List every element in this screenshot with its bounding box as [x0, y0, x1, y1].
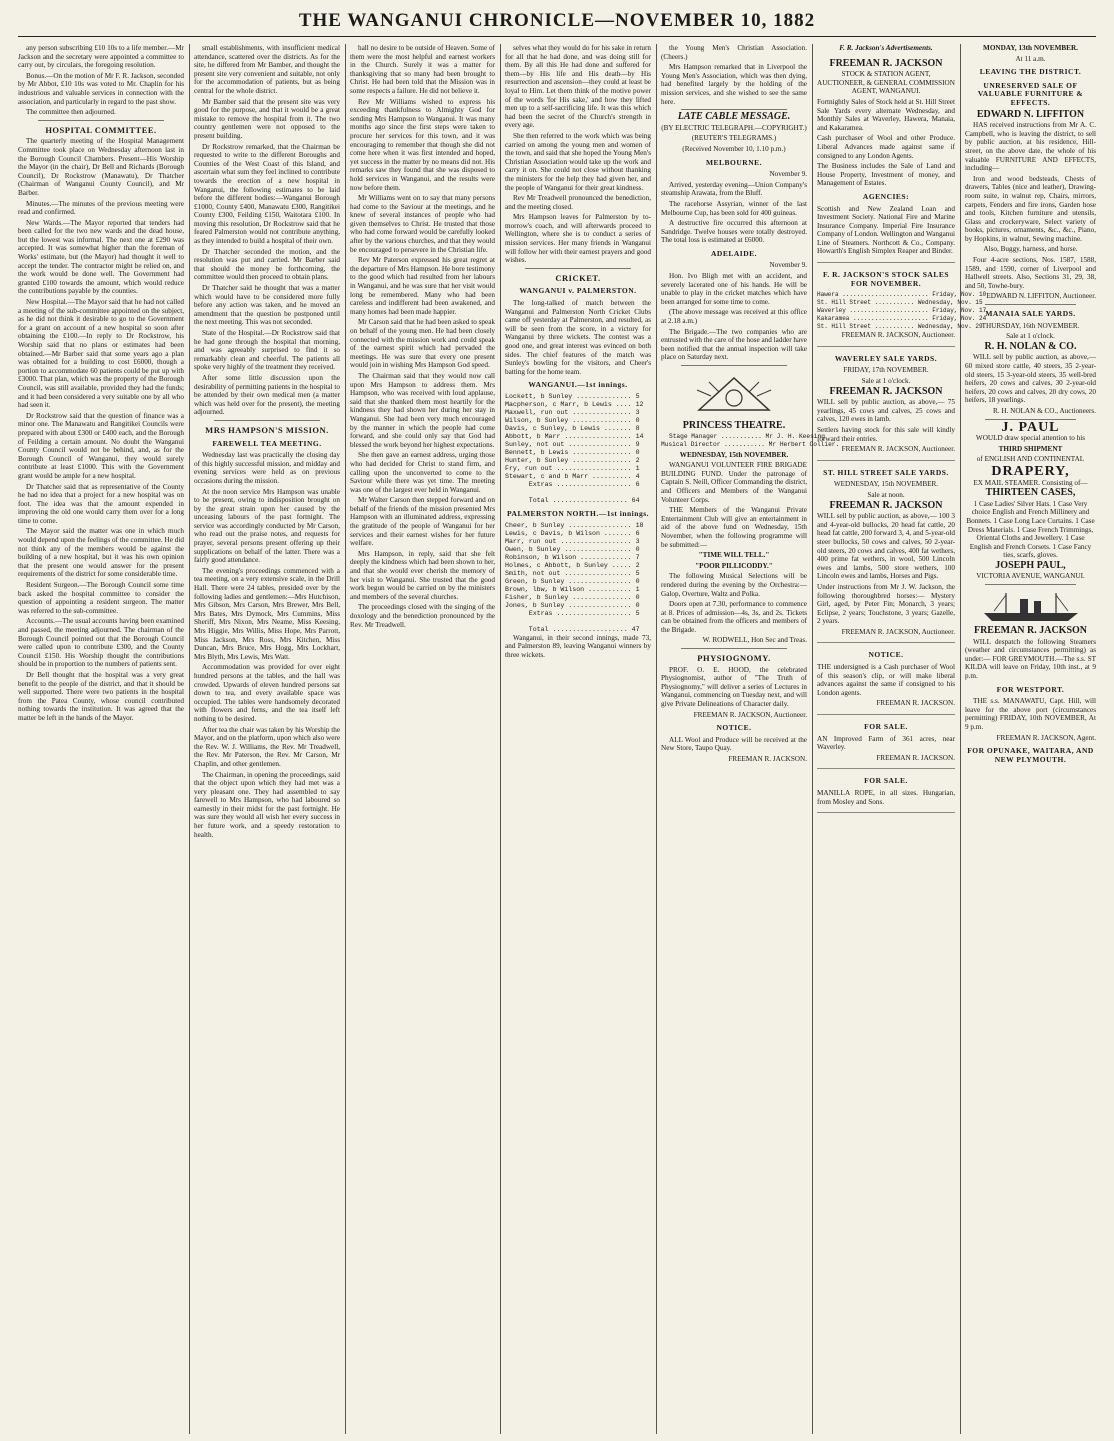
signature: FREEMAN R. JACKSON.: [876, 753, 955, 762]
article-paragraph: Dr Rockstrow remarked, that the Chairman be requested to write to the different Boroughs and Counties of the West Coast of this Island, and ascertain what sum they feel inclined to contribute towards the erection of a new hospital in Wanganui, the following estimates to be laid before the different bodies:—Wanganui Borough £1000, County £400, Manawatu £300, Rangitikei County £300, Feilding £150, Waitotara £100. In moving this resolution, Dr Rockstrow said that he feared Palmerston would not contribute anything, as they intended to build a hospital of their own.: [194, 142, 340, 246]
advert-heading: THIRTEEN CASES,: [985, 487, 1076, 499]
advert-text: THE undersigned is a Cash purchaser of Wool of this season's clip, or will make liberal advances against the same if consigned to his London agents.: [817, 663, 955, 697]
article-paragraph: Bonus.—On the motion of Mr F. R. Jackson, seconded by Mr Abbot, £10 10s was voted to Mr. Chaplin for his industrious and valuable services in connection with the association, and particularly in regard to the past show.: [18, 71, 184, 106]
article-paragraph: small establishments, with insufficient medical attendance, scattered over the districts. As for the site, he differed from Mr Bamber, and thought the present site very convenient and suitable, not only for the accommodation of patients, but as being central for the whole district.: [194, 44, 340, 95]
advert-text: AN Improved Farm of 361 acres, near Waverley.: [817, 734, 955, 752]
separator: [214, 420, 320, 421]
advert-heading: THIRD SHIPMENT: [998, 444, 1063, 453]
article-paragraph: ALL Wool and Produce will be received at the New Store, Taupo Quay.: [661, 735, 807, 753]
advert-heading: AGENCIES:: [862, 191, 910, 201]
article-paragraph: Dr Thatcher seconded the motion, and the resolution was put and carried. Mr Barber said that should the money be forthcoming, the committee would then proceed to obtain plans.: [194, 247, 340, 282]
advert-heading: WAVERLEY SALE YARDS.: [834, 353, 938, 363]
advert-waverley: [817, 347, 955, 461]
advertiser-name: FREEMAN R. JACKSON: [973, 625, 1088, 637]
subheadline-tea-meeting: FAREWELL TEA MEETING.: [212, 438, 322, 448]
signature: FREEMAN R. JACKSON, Auctioneer.: [693, 710, 807, 719]
steamship-icon: [976, 589, 1086, 623]
article-paragraph: Accounts.—The usual accounts having been examined and passed, the meeting adjourned. The chairman of the Borough Council pointed out that the Borough Council were called upon to contribute £300, and the County Council £150. His Worship thought the contributions should be in proportion to the numbers of patients sent.: [18, 617, 184, 669]
article-paragraph: The Mayor said the matter was one in which much would depend upon the feelings of the committee. He did not think any of the members would be against the building of a new hospital, but it was his own opinion that the present one would answer for the present requirements of the district for some considerable time.: [18, 527, 184, 579]
advert-subtitle: VICTORIA AVENUE, WANGANUI.: [976, 572, 1085, 581]
play-title: "TIME WILL TELL.": [698, 551, 770, 560]
scorecard-wanganui: Lockett, b Sunley .............. 5 Macpherson, c Marr, b Lewis .... 12 Maxwell, run out ............... 3 Wilson, b Sunley ............... 0 Davis, c Sunley, b Lewis ....... 8 Abbott, b Marr ................. 14 Sunley, not out ................ 9 Bennett, b Lewis ............... 0 Hunter, b Sunley ............... 2 Fry, run out ................... 1 Stewart, c and b Marr .......... 4 Extras ................... 6 Total ................... 64: [505, 392, 644, 504]
article-paragraph: The evening's proceedings commenced with a tea meeting, on a very extensive scale, in the Drill Hall. There were 24 tables, presided over by the following ladies and gentlemen:—Mrs Hutchison, Mrs Gibson, Mrs Carson, Mrs Brewer, Mrs Bell, Mrs Bates, Mrs Dymock, Mrs Cummins, Miss Sheriff, Mrs Nixon, Mrs Neame, Miss Keesing, Mrs Higgie, Mrs Willis, Miss Hope, Mrs Parrott, Miss Jackson, Mrs Ross, Mrs Kitchen, Miss Duncan, Mrs Bruce, Mrs Hogg, Mrs Lockhart, Mrs Blyth, Mrs Lewis, Mrs Watt.: [194, 566, 340, 661]
signature: FREEMAN R. JACKSON, Auctioneer.: [841, 445, 955, 454]
advert-for-sale: [817, 715, 955, 769]
article-paragraph: The following Musical Selections will be rendered during the evening by the Orchestra:—Galop, Overture, Waltz and Polka.: [661, 572, 807, 598]
separator: [681, 365, 787, 366]
article-paragraph: Dr Thatcher said he thought that was a matter which would have to be considered more fully before any action was taken, and he moved an amendment that the question be postponed until the next meeting. This was not seconded.: [194, 284, 340, 327]
signature: FREEMAN R. JACKSON, Auctioneer.: [841, 331, 955, 340]
headline-physiognomy: PHYSIOGNOMY.: [697, 653, 771, 664]
article-paragraph: Dr Rockstrow said that the question of finance was a minor one. The Manawatu and Rangitikei Councils were prepared with about £300 or £400 each, and the Borough of Feilding a certain amount. No doubt the Wanganui County Council would not be behind, and, as for the Borough Council of Wanganui, they would surely contribute at least £1000. This with the Government grant would be ample for a new hospital.: [18, 411, 184, 480]
column-divider: [345, 44, 346, 1434]
sale-date: FRIDAY, 17th NOVEMBER.: [843, 366, 929, 375]
signature: EDWARD N. LIFFITON, Auctioneer.: [986, 292, 1096, 301]
advert-text: WILL sell by public auction, as above,— 60 mixed store cattle, 40 steers, 35 2-year-old steers, 15 3-year-old steers, 35 well-bred heifers, 20 cows and calves, 30 2-year-old heifers, 20 cows and calves, 20 dry cows, 20 heifers, 18 yearlings.: [965, 353, 1096, 405]
article-paragraph: The Brigade.—The two companies who are entrusted with the care of the hose and ladder have been notified that the annual inspection will take place on Saturday next.: [661, 327, 807, 362]
advert-for-sale: [817, 769, 955, 813]
play-title: "POOR PILLICODDY.": [695, 561, 773, 570]
article-paragraph: The Chairman said that they would now call upon Mrs Hampson to address them. Mrs Hampson, who was received with loud applause, said that she thanked them most heartily for the kindness they had shown her during her stay in Wanganui. She had been very much encouraged by the manner in which the people had come forward, and she could only say that God had blessed the work beyond her highest expectations.: [350, 371, 495, 449]
advert-subtitle: STOCK & STATION AGENT, AUCTIONEER, & GENERAL COMMISSION AGENT, WANGANUI.: [817, 70, 955, 96]
advert-text: 1 Case Ladies' Silver Hats. 1 Case Very choice English and French Millinery and Bonnets. 1 Case Long Lace Curtains. 1 Case Dress Materials. 1 Case French Trimmings, Oriental Cloths and Jewellery. 1 Case English and French Corsets. 1 Case Fancy ties, scarfs, gloves.: [966, 499, 1095, 560]
advert-heading: FOR SALE.: [864, 776, 908, 786]
signature: FREEMAN R. JACKSON.: [728, 755, 807, 763]
column-divider: [812, 44, 813, 1434]
advert-text: WOULD draw special attention to his: [975, 434, 1086, 443]
dateline-date: November 9.: [769, 261, 807, 270]
signature: R. H. NOLAN & CO., Auctioneers.: [992, 406, 1096, 415]
article-paragraph: Dr Bell thought that the hospital was a very great benefit to the people of the district, and that it should be well supported. There were two patients in the hospital from the Patea County, whose council contributed nothing towards the institution. It was agreed that the matter be left in the hands of the Mayor.: [18, 670, 184, 722]
article-paragraph: Mr Bamber said that the present site was very good for the purpose, and that it would be a great mistake to remove the hospital from it. The two country gentlemen were not opposed to the present building.: [194, 97, 340, 140]
article-paragraph: Mrs Hampson remarked that in Liverpool the Young Men's Association, which was then dying, had benefited largely by the holding of the mission services, and she wished to see the same here.: [661, 63, 807, 106]
advert-text: THE s.s. MANAWATU, Capt. Hill, will leave for the above port (circumstances permitting) FRIDAY, 10th NOVEMBER, At 9 p.m.: [965, 697, 1096, 731]
advert-text: Cash purchaser of Wool and other Produce. Liberal Advances made against same if consigned to any London Agents.: [817, 134, 955, 160]
article-paragraph: The Chairman, in opening the proceedings, said that the object upon which they had met was a very pleasant one. They had assembled to say farewell to Mrs Hampson, who had laboured so earnestly in their midst for the past fortnight. He was sure they would all wish her every success in her future work, and a speedy restoration to health.: [194, 770, 340, 839]
article-paragraph: (The above message was received at this office at 2.18 a.m.): [661, 308, 807, 326]
signature: W. RODWELL, Hon Sec and Treas.: [702, 636, 807, 645]
article-paragraph: After some little discussion upon the desirability of permitting patients in the hospital to be attended by their own medical men (a matter which was held over for the present), the meeting adjourned.: [194, 373, 340, 417]
dateline-city: ADELAIDE.: [711, 248, 757, 258]
innings-heading: PALMERSTON NORTH.—1st innings.: [507, 508, 649, 518]
article-paragraph: Rev Mr Williams wished to express his exceeding thankfulness to Almighty God for sending Mrs Hampson to Wanganui. It was many months ago since the first steps were taken to procure her services for this town, and it was encouraging to remember that though she did not come here when it was first intended and hoped, yet success in the matter by no means did not. His remarks saw they found that she was disposed to hold services in Wanganui, and the results were now before them.: [350, 97, 495, 192]
advert-text: WILL sell by public auction, as above,— 75 yearlings, 45 cows and calves, 25 cows and calves, 120 ewes in lamb.: [817, 398, 955, 424]
headline-cable: LATE CABLE MESSAGE.: [677, 111, 791, 123]
separator: [525, 268, 631, 269]
advert-heading: MANAIA SALE YARDS.: [985, 309, 1076, 319]
byline: (Received November 10, 1.10 p.m.): [682, 144, 786, 153]
advert-heading: LEAVING THE DISTRICT.: [979, 67, 1082, 77]
article-paragraph: New Hospital.—The Mayor said that he had not called a meeting of the sub-committee appointed on the subject, as he did not think it desirable to go to the Government for a grant on account of a new hospital so soon after obtaining the £100.—In reply to Dr Rockstrow, his Worship said that no plans or estimates had been obtained.—Mr Barber said that some years ago a plan was obtained for a building to cost £6000, though a portion to accommodate 60 patients could be put up with £3000. That plan, which was the property of the Borough Council, was still available, provided they had the funds; and it had been considered a very suitable one by all who had seen it.: [18, 298, 184, 410]
article-paragraph: The committee then adjourned.: [26, 108, 116, 117]
column-divider: [500, 44, 501, 1434]
column-6: [817, 44, 987, 1434]
ads-header: F. R. Jackson's Advertisements.: [839, 44, 933, 52]
article-paragraph: The proceedings closed with the singing of the doxology and the benediction pronounced by the Rev. Mr Treadwell.: [350, 603, 495, 629]
article-paragraph: New Wards.—The Mayor reported that tenders had been called for the two new wards and the dead house, but the lowest was informal. The next one at £290 was accepted. It was somewhat higher than the foreman of Works' estimate, but (the Mayor) had thought it well to accept the tender. The contractor might be relied on, and the work would be done well. The Government had granted £100 towards the amount, which would reduce the contributions payable by the counties.: [18, 218, 184, 296]
advertiser-name: FREEMAN R. JACKSON: [829, 499, 943, 511]
event-date: WEDNESDAY, 15th NOVEMBER.: [679, 450, 789, 459]
headline-notice: NOTICE.: [716, 723, 752, 733]
advertiser-name: JOSEPH PAUL,: [995, 559, 1066, 571]
advert-text: EX MAIL STEAMER. Consisting of—: [973, 478, 1088, 487]
column-3: [350, 44, 495, 1434]
article-paragraph: Resident Surgeon.—The Borough Council some time back asked the hospital committee to consider the question of appointing a resident surgeon. The matter was referred to the sub-committee.: [18, 581, 184, 615]
masthead-rule: [18, 36, 1096, 37]
advert-heading: DRAPERY,: [991, 463, 1070, 479]
dateline-date: November 9.: [769, 170, 807, 179]
sale-date: WEDNESDAY, 15th NOVEMBER.: [833, 480, 939, 489]
advert-stock-sales: [817, 263, 987, 347]
column-7: [965, 44, 1096, 1434]
signature: FREEMAN R. JACKSON.: [876, 699, 955, 708]
headline-mission: MRS HAMPSON'S MISSION.: [205, 424, 329, 435]
article-paragraph: hall no desire to be outside of Heaven. Some of them were the most helpful and earnest workers in the Church. Surely it was a matter for thanksgiving that so many had been brought to Christ. He had been told that the Mission was in some respects a failure. He did not believe it.: [350, 44, 495, 95]
advert-jackson: [817, 55, 955, 263]
article-paragraph: Wednesday last was practically the closing day of this highly successful mission, and midday and evening services were held as on previous occasions during the mission.: [194, 451, 340, 485]
byline: (REUTER'S TELEGRAMS.): [691, 134, 777, 143]
column-divider: [960, 44, 961, 1434]
separator: [681, 648, 787, 649]
advert-heading: FOR WESTPORT.: [996, 684, 1065, 694]
article-paragraph: Mrs Hampson leaves for Palmerston by to-morrow's coach, and will afterwards proceed to Wellington, where she is to conduct a series of mission services. Her many friends in Wanganui will follow her with their earnest prayers and good wishes.: [505, 213, 651, 265]
sale-time: Sale at 1 o'clock.: [861, 377, 911, 386]
advert-text: Four 4-acre sections, Nos. 1587, 1588, 1589, and 1590, corner of Liverpool and Hallwell streets. Also, Sections 31, 29, 38, and 50, Towhe-bury.: [965, 256, 1096, 290]
separator: [38, 120, 164, 121]
headline-hospital-committee: HOSPITAL COMMITTEE.: [45, 124, 157, 135]
sale-date: MONDAY, 13th NOVEMBER.: [983, 44, 1078, 52]
article-paragraph: The quarterly meeting of the Hospital Management Committee took place on Wednesday afternoon last in the Borough Council Chambers. Present—His Worship the Mayor (in the chair), Dr Bell and Richards (Borough Council), Dr Rockstrow (Manawatu), Dr Thatcher (Chairman of Wanganui County Council), and Mr Barber.: [18, 137, 184, 197]
separator: [681, 109, 787, 110]
signature: FREEMAN R. JACKSON, Auctioneer.: [841, 627, 955, 636]
advert-text: Iron and wood bedsteads, Chests of drawers, Tables (nice and leather), Drawing-room suite, in walnut rep, Chairs, mirrors, carpets, Fenders and fire irons, Garden hose and tools, Kitchen furniture and utensils, Glass and crockeryware, Select variety of books, pictures, ornaments, &c., &c., Piano, by Hopkins, in walnut, Sewing machine.: [965, 174, 1096, 243]
signature: FREEMAN R. JACKSON, Agent.: [996, 733, 1096, 742]
column-divider: [189, 44, 190, 1434]
sales-schedule: Hawera ........................ Friday, Nov. 10 St. Hill Street ........... Wednesday, Nov. 15 Waverley ...................... Friday, Nov. 17 Kakaramea ..................... Friday, Nov. 24 St. Hill Street ........... Wednesday, Nov. 29: [817, 291, 987, 331]
separator: [985, 304, 1076, 305]
article-paragraph: The long-talked of match between the Wanganui and Palmerston North Cricket Clubs came off yesterday at Palmerston, and resulted, as will be seen from the score, in a victory for Wanganui by three wickets. The contest was a good one, and great interest was evinced on both sides. The chief features of the match was Sunley's bowling for the visitors, and Cheer's batting for the home team.: [505, 299, 651, 376]
advert-heading: UNRESERVED SALE OF VALUABLE FURNITURE & EFFECTS.: [977, 80, 1084, 107]
article-paragraph: After tea the chair was taken by his Worship the Mayor, and on the platform, upon which also were the Rev. W. J. Williams, the Rev. Mr Treadwell, the Rev. Mr Paterson, the Rev. Mr Carson, Mr Chaplin, and other gentlemen.: [194, 725, 341, 768]
advert-heading: FOR OPUNAKE, WAITARA, AND NEW PLYMOUTH.: [967, 746, 1094, 764]
sale-time: Sale at noon.: [867, 490, 905, 499]
advert-st-hill: [817, 461, 955, 644]
article-paragraph: Dr Thatcher said that as representative of the County he had no idea that a project for a new hospital was on foot. The idea was that the amount expended in improving the old one would carry them over for a long time to come.: [18, 482, 184, 525]
article-paragraph: State of the Hospital.—Dr Rockstrow said that he had gone through the hospital that morning, and was agreeably surprised to find it so remarkably clean and cheerful. The patients all spoke very highly of the treatment they received.: [194, 329, 340, 372]
advert-text: WILL despatch the following Steamers (weather and circumstances permitting) as under:— FOR GREYMOUTH.—The s.s. ST KILDA will leave on Friday, 10th inst., at 9 p.m.: [965, 637, 1096, 681]
advert-text: WILL sell by public auction, as above,— 100 3 and 4-year-old bullocks, 20 head fat cattle, 20 head fat cattle, 200 forward 3, 4, and 5-year-old steer bullocks, 50 cows and calves, 50 2-year-old steers, 20 cows and calves, 400 fat wethers, 400 prime fat wethers, in wool, 500 Lincoln ewes and lambs, 500 store wethers, 100 Lincoln ewes and lambs, Horses and Pigs.: [817, 512, 955, 581]
advert-text: Fortnightly Sales of Stock held at St. Hill Street Sale Yards every alternate Wednesday, and Monthly Sales at Waverley, Hawera, Manaia, and Kakaramea.: [817, 97, 955, 132]
sale-time: At 11 a.m.: [1015, 54, 1046, 63]
column-1: [18, 44, 184, 1434]
article-paragraph: any person subscribing £10 10s to a life member.—Mr Jackson and the secretary were appointed a committee to carry out, by circulars, the foregoing resolution.: [18, 44, 184, 70]
advert-text: Settlers having stock for this sale will kindly forward their entries.: [817, 426, 955, 443]
advert-text: Under instructions from Mr J. W. Jackson, the following thoroughbred horses:— Mystery Girl, aged, by Peter Fin; Monarch, 3 years; Eclipse, 2 years; Touchstone, 3 years; Gazelle, 2 years.: [817, 582, 955, 626]
article-paragraph: Doors open at 7.30, performance to commence at 8. Prices of admission—4s, 3s, and 2s. Tickets can be obtained from the officers and members of the Brigade.: [661, 600, 807, 634]
article-paragraph: Arrived, yesterday evening—Union Company's steamship Arawata, from the Bluff.: [661, 180, 807, 198]
advert-heading: NOTICE.: [868, 650, 904, 660]
column-2: [194, 44, 340, 1434]
article-paragraph: the Young Men's Christian Association. (Cheers.): [661, 44, 807, 61]
column-5: [661, 44, 840, 1434]
advert-text: Also, Buggy, harness, and horse.: [983, 245, 1078, 254]
article-paragraph: Accommodation was provided for over eight hundred persons at the tables, and the hall was crowded. Upwards of eleven hundred persons sat down to tea, and every available space was occupied. The tables were handsomely decorated with flowers and ferns, and the tea itself left nothing to be desired.: [194, 663, 340, 723]
sale-time: Sale at 1 o'clock.: [1006, 332, 1055, 341]
separator: [985, 584, 1076, 585]
article-paragraph: Hon. Ivo Bligh met with an accident, and severely lacerated one of his hands. He will be unable to play in the cricket matches which have been arranged for some time to come.: [661, 272, 807, 306]
article-paragraph: Rev Mr Paterson expressed his great regret at the departure of Mrs Hampson. He bore testimony to the good which had resulted from her labours in Wanganui, and he was sure that her visit would long be remembered. Many who had been careless and indifferent had been awakened, and many homes had been made happier.: [350, 256, 495, 316]
article-paragraph: Mr Walter Carson then stepped forward and on behalf of the friends of the mission presented Mrs Hampson with an illuminated address, expressing the gratitude of the people of Wanganui for her services and their earnest wishes for her future welfare.: [350, 496, 495, 548]
advert-heading: FOR SALE.: [864, 722, 908, 732]
theatre-credits: Stage Manager ........... Mr J. H. Keesing Musical Director ........... Mr Herbert Collier.: [661, 432, 840, 448]
advert-notice: [817, 643, 955, 715]
article-paragraph: WANGANUI VOLUNTEER FIRE BRIGADE BUILDING FUND. Under the patronage of Captain S. Neill, Officer Commanding the district, and Officers and Members of the Wanganui Volunteer Corps.: [661, 461, 807, 504]
column-4: [505, 44, 651, 1434]
advertiser-name: J. PAUL: [1001, 419, 1060, 435]
advert-heading: F. R. JACKSON'S STOCK SALES FOR NOVEMBER.: [822, 270, 950, 288]
article-paragraph: A destructive fire occurred this afternoon at Sandridge. Twelve houses were totally destroyed. The total loss is estimated at £6000.: [661, 219, 807, 245]
article-paragraph: Minutes.—The minutes of the previous meeting were read and confirmed.: [18, 199, 184, 217]
column-divider: [656, 44, 657, 1434]
advertiser-name: FREEMAN R. JACKSON: [829, 385, 943, 397]
article-paragraph: THE Members of the Wanganui Private Entertainment Club will give an entertainment in aid of the above fund on Wednesday, 15th November, when the following programme will be submitted:—: [661, 506, 807, 549]
theatre-crest-icon: [689, 370, 779, 418]
article-paragraph: Mr Carson said that he had been asked to speak on behalf of the young men. He had been closely connected with the mission work and could speak of the earnest spirit which had pervaded the meetings. He was sure that every one present would join in wishing Mrs Hampson God speed.: [350, 318, 495, 370]
byline: (BY ELECTRIC TELEGRAPH.—COPYRIGHT.): [661, 123, 807, 132]
article-paragraph: She then referred to the work which was being carried on among the young men and women of the town, and said that she hoped the Young Men's Christian Association would take up the work and carry it on. She could not close without thanking the ministers for the help they had given her, and the people of Wanganui for their great kindness.: [505, 131, 651, 192]
headline-theatre: PRINCESS THEATRE.: [682, 420, 786, 431]
article-paragraph: Mrs Hampson, in reply, said that she felt deeply the kindness which had been shown to her, and that she would ever cherish the memory of her visit to Wanganui. She trusted that the good work begun would be carried on by the ministers and members of the several churches.: [350, 549, 495, 601]
advert-text: MANILLA ROPE, in all sizes. Hungarian, from Mosley and Sons.: [817, 789, 955, 806]
article-paragraph: The racehorse Assyrian, winner of the last Melbourne Cup, has been sold for 400 guineas.: [661, 199, 807, 217]
headline-cricket: CRICKET.: [555, 272, 601, 283]
article-paragraph: She then gave an earnest address, urging those who had decided for Christ to stand firm, and calling upon the unconverted to come to the Saviour while there was yet time. The meeting was one of the largest ever held in Wanganui.: [350, 451, 495, 494]
article-paragraph: Mr Williams went on to say that many persons had come to the Saviour at the meetings, and he knew of several instances of people who had given themselves to Christ. He trusted that those who had come forward would be carefully looked after by the various churches, and that they would be encouraged to persevere in the Christian life.: [350, 194, 495, 254]
advert-text: Scottish and New Zealand Loan and Investment Society. National Fire and Marine Insurance Company. Imperial Fire Insurance Company of London. Wellington and Wanganui Line of Steamers. Northcott & Co., Company. Howarth's English Simplex Reaper and Binder.: [817, 204, 955, 256]
sale-date: THURSDAY, 16th NOVEMBER.: [981, 321, 1080, 330]
advert-text: HAS received instructions from Mr A. C. Campbell, who is leaving the district, to sell by public auction, at his residence, Hill-street, on the above date, the whole of his valuable FURNITURE AND EFFECTS, including—: [965, 121, 1096, 173]
article-paragraph: At the noon service Mrs Hampson was unable to be present, owing to indisposition brought on by the great strain upon her caused by the unceasing labours of the past fortnight. The service was accordingly conducted by Mr Carson, who read out the praise notes, and requests for prayer, several persons present offering up their supplications on behalf of the latter. There was a fairly good attendance.: [194, 487, 340, 565]
advert-text: of ENGLISH AND CONTINENTAL: [976, 455, 1085, 464]
scorecard-palmerston: Cheer, b Sunley ................ 18 Lewis, c Davis, b Wilson ....... 6 Marr, run out .................. 3 Owen, b Sunley ................. 0 Robinson, b Wilson ............. 7 Holmes, c Abbott, b Sunley ..... 2 Smith, not out ................. 5 Green, b Sunley ................ 0 Brown, lbw, b Wilson ........... 1 Fisher, b Sunley ............... 0 Jones, b Sunley ................ 0 Extras ................... 5 Total ................... 47: [505, 521, 644, 633]
advertiser-name: R. H. NOLAN & CO.: [984, 340, 1077, 352]
advertiser-name: EDWARD N. LIFFITON: [976, 108, 1085, 120]
article-paragraph: selves what they would do for his sake in return for all that he had done, and was doing still for them. By all this He had done and suffered for them—by His life and His death—by His resurrection and ascension—they could at least be loyal to Him. Let them think of the motive power of the words 'for His sake,' and how they lifted men up to a self-sacrificing life. It was this which had been the secret of the Church's strength in every age.: [505, 44, 651, 130]
advert-text: The Business includes the Sale of Land and House Property, Investment of money, and Management of Estates.: [817, 162, 955, 188]
article-paragraph: Wanganui, in their second innings, made 73, and Palmerston 89, leaving Wanganui winners by three wickets.: [505, 633, 651, 659]
masthead: THE WANGANUI CHRONICLE—NOVEMBER 10, 1882: [298, 10, 816, 31]
advert-heading: ST. HILL STREET SALE YARDS.: [823, 467, 949, 477]
advertiser-name: FREEMAN R. JACKSON: [829, 57, 943, 69]
innings-heading: WANGANUI.—1st innings.: [528, 380, 628, 390]
article-paragraph: PROF. O. E. HOOD, the celebrated Physiognomist, author of "The Truth of Physiognomy," will deliver a series of Lectures in Wanganui, commencing on Tuesday next, and will give Private Delineations of Character daily.: [661, 665, 807, 709]
article-paragraph: Rev Mr Treadwell pronounced the benediction, and the meeting closed.: [505, 194, 651, 211]
subheadline-match: WANGANUI v. PALMERSTON.: [519, 286, 637, 296]
dateline-city: MELBOURNE.: [705, 157, 763, 167]
